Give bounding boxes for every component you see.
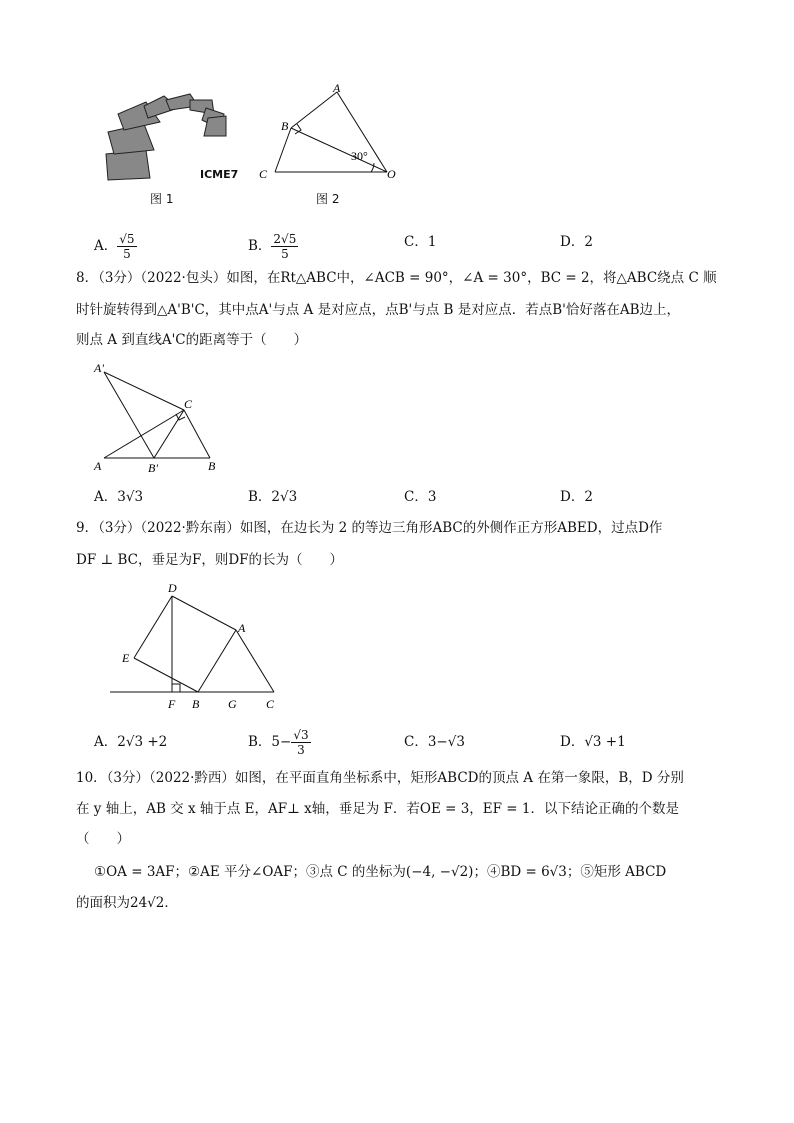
- q9-label-g: G: [228, 697, 237, 711]
- fig2-label-b: B: [281, 119, 289, 133]
- q10-text-line2: 在 y 轴上，AB 交 x 轴于点 E，AF⊥ x轴，垂足为 F．若OE = 3，EF = 1．以下结论正确的个数是: [76, 801, 679, 817]
- q9-choice-c[interactable]: C．3−√3: [404, 734, 465, 750]
- q9-text-line1: 9．（3分）（2022·黔东南）如图，在边长为 2 的等边三角形ABC的外侧作正方形ABED，过点D作: [76, 520, 663, 536]
- q9-label-e: E: [122, 651, 130, 665]
- icme7-logo-text: ICME7: [200, 168, 239, 181]
- q8-text-line1: 8．（3分）（2022·包头）如图，在Rt△ABC中，∠ACB = 90°，∠A = 30°，BC = 2，将△ABC绕点 C 顺: [76, 270, 717, 286]
- q9-label-f: F: [168, 697, 176, 711]
- q8-label-a: A: [94, 459, 102, 473]
- q8-text-line2: 时针旋转得到△A'B'C，其中点A'与点 A 是对应点，点B'与点 B 是对应点．若点B'恰好落在AB边上，: [76, 302, 681, 318]
- q9-text-line2: DF ⊥ BC，垂足为F，则DF的长为（ ）: [76, 552, 344, 568]
- q8-label-b: B: [208, 459, 216, 473]
- q8-text-line3: 则点 A 到直线A'C的距离等于（ ）: [76, 332, 308, 348]
- q8-choice-c[interactable]: C．3: [404, 489, 437, 505]
- fig2-label-a: A: [333, 82, 341, 95]
- q8-choice-a[interactable]: A．3√3: [94, 489, 144, 505]
- q7-choice-a[interactable]: A． $\frac{√5}{5}$: [94, 232, 135, 261]
- q7-choice-b[interactable]: B． $\frac{2√5}{5}$: [248, 232, 297, 261]
- q9-label-a: A: [238, 621, 246, 635]
- q9-figure: [104, 578, 294, 713]
- q8-label-a-prime: A': [94, 361, 104, 375]
- q10-text-line3: （ ）: [76, 831, 130, 847]
- figure-2-caption: 图 2: [316, 192, 340, 206]
- q9-label-c: C: [266, 697, 275, 711]
- q8-label-b-prime: B': [148, 461, 158, 475]
- q7-choice-c[interactable]: C．1: [404, 234, 437, 250]
- q9-choice-a[interactable]: A．2√3 +2: [94, 734, 168, 750]
- q9-label-b: B: [192, 697, 200, 711]
- q10-text-line5: 的面积为24√2．: [76, 895, 178, 911]
- figure-1-caption: 图 1: [150, 192, 174, 206]
- fig2-label-c: C: [259, 167, 268, 181]
- fig2-angle-label: 30°: [351, 149, 368, 163]
- q8-figure: [90, 360, 230, 475]
- q8-choice-b[interactable]: B．2√3: [248, 489, 298, 505]
- q7-choice-d[interactable]: D．2: [560, 234, 593, 250]
- q9-label-d: D: [168, 581, 177, 595]
- q9-choice-b[interactable]: B．5− $\frac{√3}{3}$: [248, 728, 309, 757]
- q8-label-c: C: [184, 397, 193, 411]
- figure-2-triangles: [255, 82, 405, 184]
- q9-choice-d[interactable]: D．√3 +1: [560, 734, 626, 750]
- fig2-label-o: O: [387, 167, 396, 181]
- q8-choice-d[interactable]: D．2: [560, 489, 593, 505]
- q10-text-line1: 10．（3分）（2022·黔西）如图，在平面直角坐标系中，矩形ABCD的顶点 A 在第一象限，B，D 分别: [76, 770, 684, 786]
- q10-text-line4: ①OA = 3AF；②AE 平分∠OAF；③点 C 的坐标为(−4, −√2)；④BD = 6√3；⑤矩形 ABCD: [94, 864, 667, 880]
